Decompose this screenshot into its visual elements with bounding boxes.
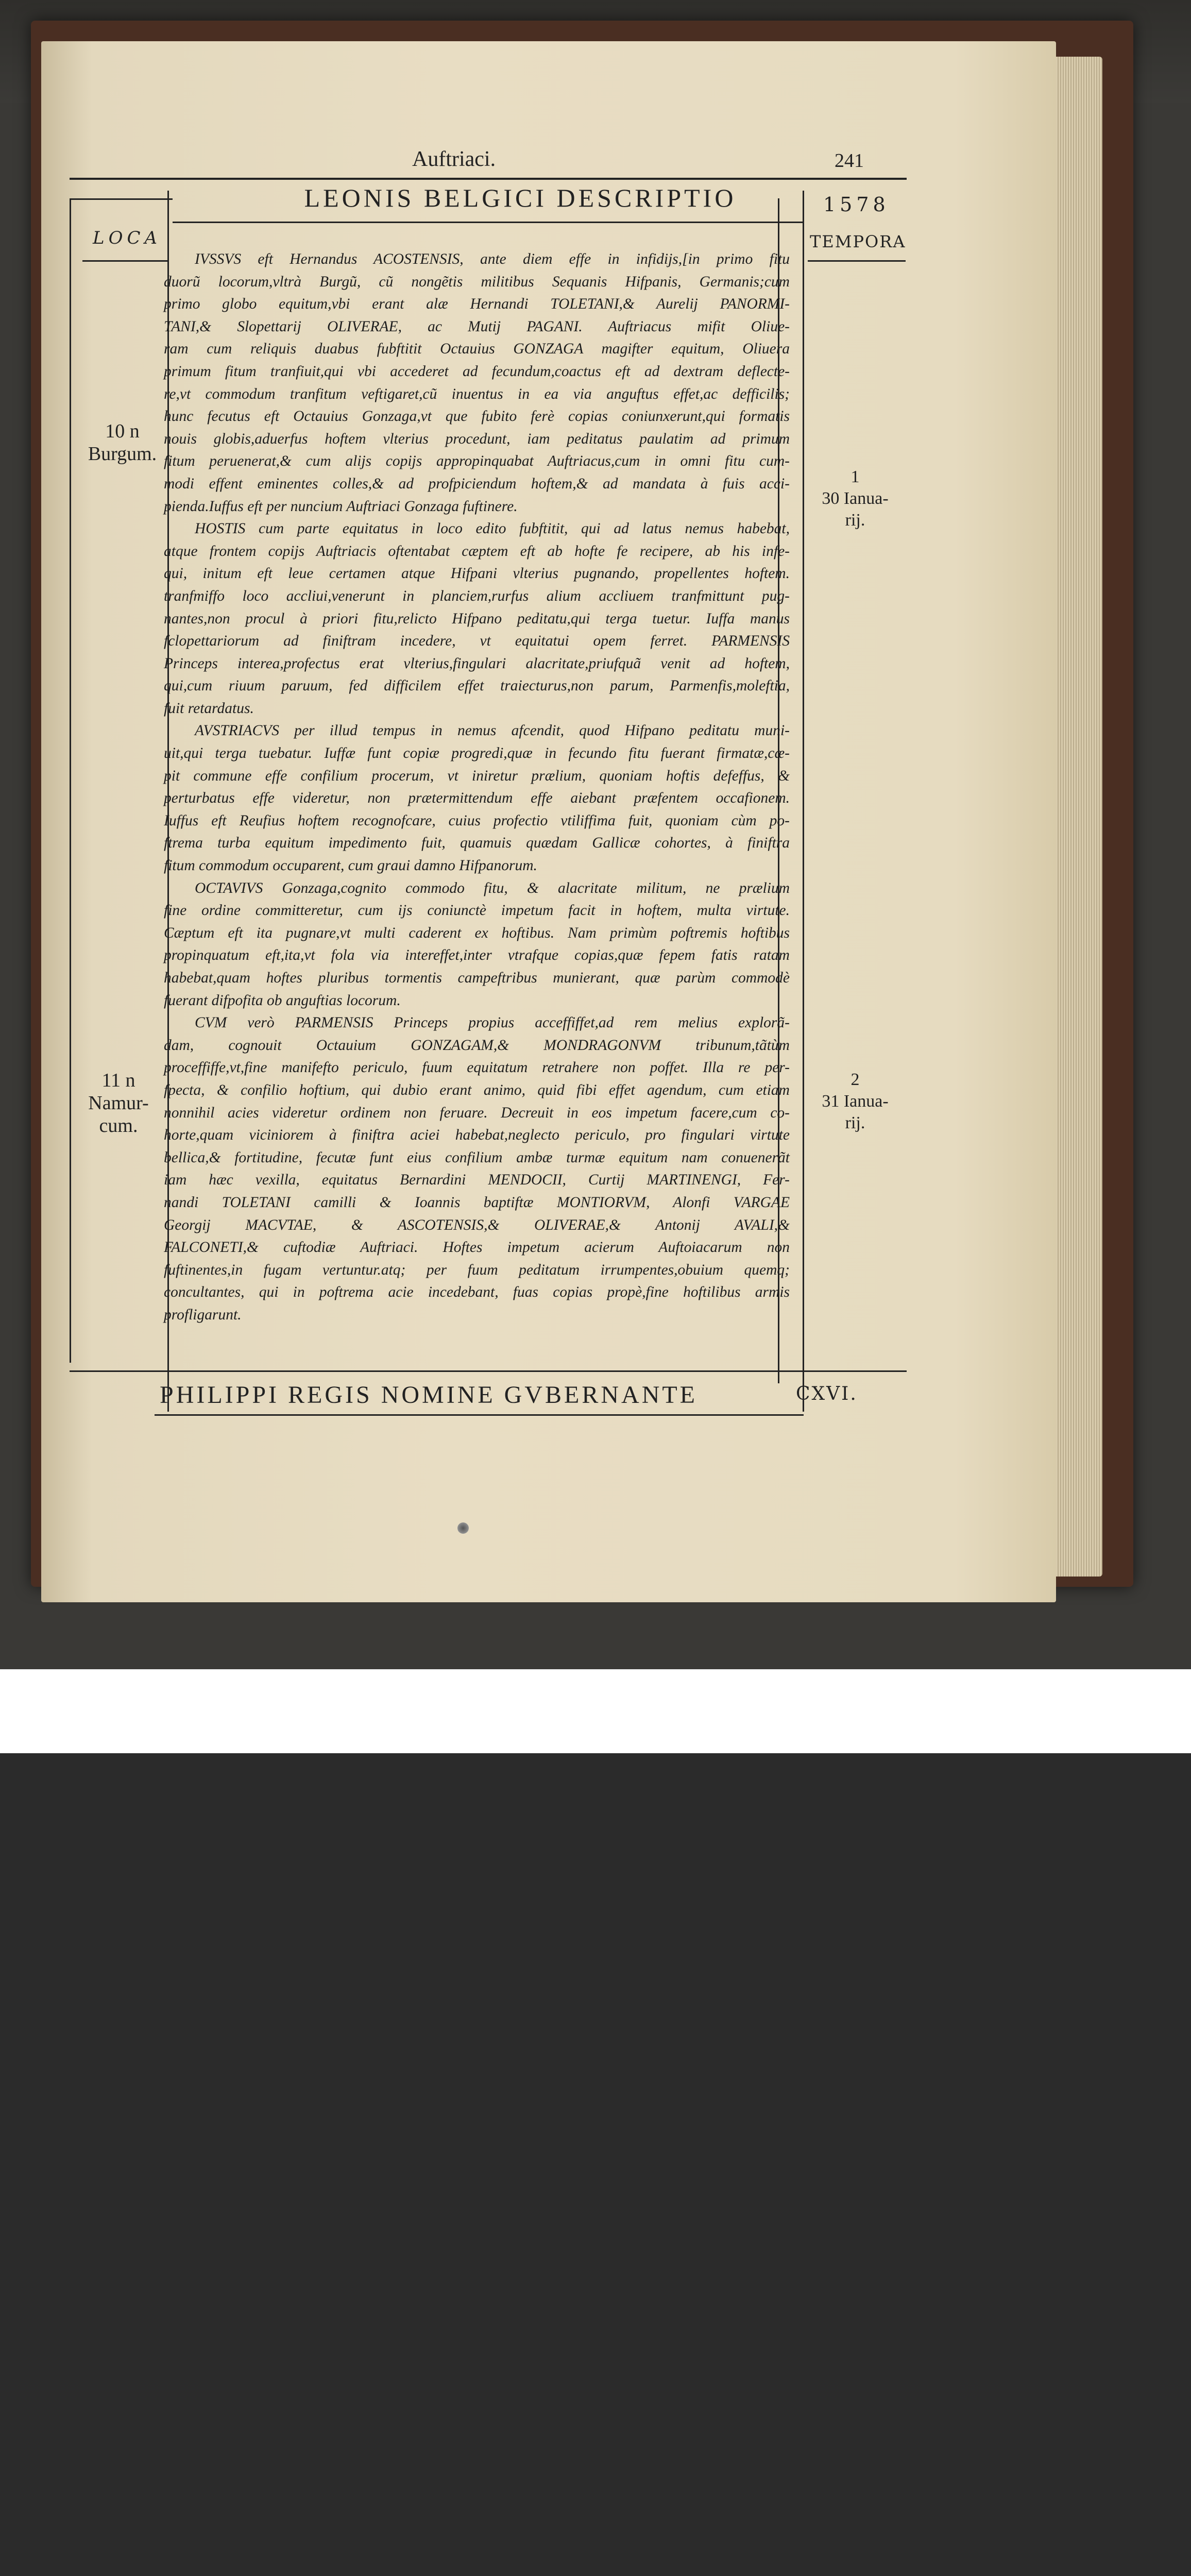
text-line: Iuffus eft Reufius hoftem recognofcare, cuius profectio vtiliffima fuit, quoniam cùm po-: [164, 812, 790, 829]
page-hole-mark: [457, 1522, 469, 1534]
margin-note-tempora-2: 2 31 Ianua- rij.: [822, 1070, 889, 1132]
tempora-label: TEMPORA: [810, 232, 906, 251]
text-line: fclopettariorum ad finiftram incedere, vt equitatui opem ferret. PARMENSIS: [164, 633, 790, 650]
text-line: duorũ locorum,vltrà Burgũ, cũ nongẽtis militibus Sequanis Hifpanis, Germanis;cum: [164, 273, 790, 290]
page-number: 241: [835, 150, 864, 172]
text-line: tranfmiffo loco accliui,venerunt in planciem,rurfus alium accliuem tranfmittunt pug-: [164, 587, 790, 604]
text-line: dam, cognouit Octauium GONZAGAM,& MONDRAGONVM tribunum,tãtùm: [164, 1037, 790, 1054]
text-line: pienda.Iuffus eft per nuncium Auftriaci Gonzaga fuftinere.: [164, 498, 518, 515]
body-text: [164, 248, 790, 1327]
margin-note-tempora-1: 1 30 Ianua- rij.: [822, 467, 889, 530]
loca-label: LOCA: [93, 228, 162, 248]
margin-note-loca-1: 10 n Burgum.: [88, 420, 157, 465]
text-line: primo globo equitum,vbi erant alæ Hernandi TOLETANI,& Aurelij PANORMI-: [164, 296, 790, 313]
text-line: atque frontem copijs Auftriacis oftentabat cæptem eft ab hofte fe recipere, ab his infe-: [164, 543, 790, 560]
text-line: HOSTIS cum parte equitatus in loco edito fubftitit, qui ad latus nemus habebat,: [195, 520, 790, 537]
text-line: profligarunt.: [164, 1306, 242, 1323]
text-line: qui,cum riuum paruum, fed difficilem effet traiecturus,non parum, Parmenfis,moleftia,: [164, 677, 790, 694]
margin-note-loca-2: 11 n Namur- cum.: [88, 1070, 149, 1137]
text-line: OCTAVIVS Gonzaga,cognito commodo fitu, & alacritate militum, ne prælium: [195, 879, 790, 896]
text-line: fuit retardatus.: [164, 700, 254, 717]
footer-rule: [155, 1414, 804, 1416]
footer-title: PHILIPPI REGIS NOMINE GVBERNANTE: [160, 1381, 697, 1409]
text-line: Georgij MACVTAE, & ASCOTENSIS,& OLIVERAE,& Antonij AVALI,&: [164, 1216, 790, 1233]
text-line: primum fitum tranfiuit,qui vbi accederet ad fecundum,coactus eft ad dextram deflecte-: [164, 363, 790, 380]
text-line: TANI,& Slopettarij OLIVERAE, ac Mutij PAGANI. Auftriacus mifit Oliue-: [164, 318, 790, 335]
header-rule-bottom: [173, 222, 804, 223]
text-line: iam hæc vexilla, equitatus Bernardini MENDOCII, Curtij MARTINENGI, Fer-: [164, 1172, 790, 1189]
footer-number: CXVI.: [796, 1383, 858, 1404]
text-line: nandi TOLETANI camilli & Ioannis baptiftæ MONTIORVM, Alonfi VARGAE: [164, 1194, 790, 1211]
text-line: CVM verò PARMENSIS Princeps propius acceffiffet,ad rem melius explorã-: [195, 1014, 790, 1031]
text-line: perturbatus effe videretur, non prætermittendum effe aiebant præfentem occafionem.: [164, 790, 790, 807]
text-line: modi effent eminentes colles,& ad profpiciendum hoftem,& ad mandata à fuis acci-: [164, 475, 790, 492]
text-line: fine ordine committeretur, cum ijs coniunctè impetum facit in hoftem, multa virtute.: [164, 902, 790, 919]
text-line: re,vt commodum tranfitum veftigaret,cũ inuentus in ea via anguftus effet,ac defficilis;: [164, 385, 790, 402]
text-line: nonnihil acies videretur ordinem non feruare. Decreuit in eos impetum facere,cum co-: [164, 1104, 790, 1121]
text-line: bellica,& fortitudine, fecutæ funt eius confilium ambæ turmæ equitum nam conuenerãt: [164, 1149, 790, 1166]
text-line: fuftinentes,in fugam vertuntur.atq; per fuum peditatum irrumpentes,obuium quemq;: [164, 1261, 790, 1278]
text-line: qui, initum eft leue certamen atque Hifpani vlterius pugnando, propellentes hoftem.: [164, 565, 790, 582]
text-line: nouis globis,aduerfus hoftem vlterius procedunt, iam peditatus paulatim ad primum: [164, 430, 790, 447]
text-line: proceffiffe,vt,fine manifefto periculo, fuum equitatum retrahere non poffet. Illa re per-: [164, 1059, 790, 1076]
text-line: propinquatum eft,ita,vt fola via intereffet,inter vtrafque copias,quæ fepem fatis ratam: [164, 947, 790, 964]
text-line: fitum commodum occuparent, cum graui damno Hifpanorum.: [164, 857, 537, 874]
tempora-rule: [808, 260, 906, 262]
text-line: pit commune effe confilium procerum, vt iniretur prælium, quoniam hoftis defeffus, &: [164, 767, 790, 784]
text-line: ram cum reliquis duabus fubftitit Octauius GONZAGA magifter equitum, Oliuera: [164, 341, 790, 358]
text-line: habebat,quam hoftes pluribus tormentis campeftribus munierant, quæ parùm commodè: [164, 970, 790, 986]
inner-right-rule: [803, 191, 804, 1412]
running-head: Auftriaci.: [412, 147, 496, 171]
attribution-bar: [0, 1669, 1191, 1753]
page-title: LEONIS BELGICI DESCRIPTIO: [304, 183, 737, 212]
text-line: AVSTRIACVS per illud tempus in nemus afcendit, quod Hifpano peditatu muni-: [195, 722, 790, 739]
loca-rule: [82, 260, 167, 262]
text-line: ftrema turba equitum impedimento fuit, quamuis quædam Gallicæ cohortes, à finiftra: [164, 835, 790, 852]
text-line: Cæptum eft ita pugnare,vt multi caderent ex hoftibus. Nam primùm poftremis hoftibus: [164, 924, 790, 941]
text-line: uit,qui terga tuebatur. Iuffæ funt copiæ progredi,quæ in fecundo fitu fuerant firmatæ,cæ-: [164, 745, 790, 762]
left-column-rule: [70, 198, 71, 1363]
bottom-rule: [70, 1370, 907, 1372]
text-line: concultantes, qui in poftrema acie incedebant, fuas copias propè,fine hoftilibus armis: [164, 1284, 790, 1301]
top-rule: [70, 178, 907, 180]
text-line: FALCONETI,& cuftodiæ Auftriaci. Hoftes impetum acierum Auftoiacarum non: [164, 1239, 790, 1256]
text-line: fpecta, & confilio hoftium, qui dubio erant animo, quid fibi effet agendum, cum etiam: [164, 1081, 790, 1098]
header-rule-left: [70, 198, 173, 200]
page-edges: [1051, 57, 1102, 1577]
text-line: hunc fecutus eft Octauius Gonzaga,vt que fubito ferè copias coniunxerunt,qui formatis: [164, 408, 790, 425]
text-line: nantes,non procul à priori fitu,relicto Hifpano peditatu,qui terga tuetur. Iuffa manus: [164, 610, 790, 627]
text-line: IVSSVS eft Hernandus ACOSTENSIS, ante diem effe in infidijs,[in primo fitu: [195, 251, 790, 267]
text-line: fitum peruenerat,& cum alijs copijs appropinquabat Auftriacus,cum in omni fitu cum-: [164, 453, 790, 470]
text-line: Princeps interea,profectus erat vlterius,fingulari alacritate,priufquã venit ad hoftem,: [164, 655, 790, 672]
text-line: fuerant difpofita ob anguftias locorum.: [164, 992, 401, 1009]
text-line: horte,quam viciniorem à finiftra aciei habebat,neglecto periculo, pro fingulari virtute: [164, 1127, 790, 1144]
year-label: 1578: [823, 193, 890, 216]
